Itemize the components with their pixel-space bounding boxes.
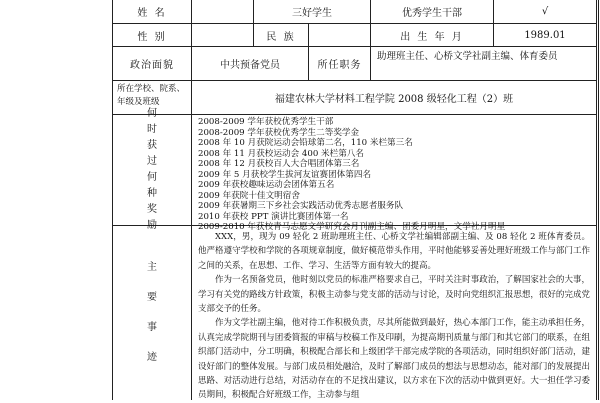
honor-item: 2008 年 10 月获院运动会铅球第二名，110 米栏第三名 — [198, 138, 413, 148]
gender-label: 性 别 — [113, 24, 192, 47]
honor-item: 2009 年 5 月获校学生拔河友谊赛团体第四名 — [198, 169, 372, 180]
deeds-label-char: 主 — [147, 262, 157, 273]
honors-label-char: 何 — [147, 108, 157, 119]
honors-label-char: 时 — [147, 124, 157, 135]
name-value — [192, 0, 254, 24]
deeds-label-char: 事 — [147, 322, 157, 333]
honors-label — [113, 108, 192, 231]
honor-item: 2008-2009 学年获校优秀学生干部 — [198, 117, 334, 127]
ethnicity-value — [309, 24, 371, 47]
ethnicity-label: 民 族 — [254, 24, 309, 47]
honor-item: 2008 年 11 月获校运动会 400 米栏第八名 — [198, 148, 364, 159]
honors-label-char: 过 — [147, 156, 157, 167]
name-label: 姓 名 — [113, 0, 192, 24]
honor-item: 2010 年获校 PPT 演讲比赛团体第一名 — [198, 211, 349, 222]
deeds-text — [192, 226, 597, 400]
honor-item: 2009-2010 年获校青马志愿文学研究会月刊副主编、团委月明星，文学社月明星 — [198, 222, 506, 232]
honors-label-char: 奖 — [147, 204, 157, 215]
honors-label-char: 获 — [147, 140, 157, 151]
honor-item: 2008 年 12 月获校百人大合唱团体第三名 — [198, 159, 360, 169]
honor-item: 2009 年获院十佳文明宿舍 — [198, 190, 300, 201]
honors-label-char: 种 — [147, 188, 157, 199]
form-table — [112, 0, 599, 400]
school-value: 福建农林大学材料工程学院 2008 级轻化工程（2）班 — [192, 81, 597, 115]
deeds-label-char: 迹 — [147, 352, 157, 363]
honors-list — [192, 115, 597, 232]
birth-label: 出 生 年 月 — [371, 24, 494, 47]
gender-value — [192, 24, 254, 47]
honor-item: 2009 年获暑期三下乡社会实践活动优秀志愿者服务队 — [198, 201, 404, 211]
honor-item: 2009 年获校趣味运动会团体第五名 — [198, 180, 335, 190]
excellent-cadre-check: √ — [494, 0, 597, 24]
politics-label: 政治面貌 — [113, 47, 192, 81]
school-label: 所在学校、院系、年级及班级 — [113, 81, 192, 115]
deeds-paragraph: 作为一名预备党员，他时刻以党员的标准严格要求自己，平时关注时事政治，了解国家社会的大事，学习有关党的路线方针政策，积极主动参与党支部的活动与讨论，及时向党组织汇报思想，很好的完成党支部交予的任务。 — [198, 275, 590, 315]
deeds-label-char: 要 — [147, 292, 157, 303]
deeds-paragraph: XXX，男，现为 09 轻化 2 班助理班主任、心桥文学社编辑部副主编、及 08 轻化 2 班体育委员。他严格遵守学校和学院的各项规章制度，做好模范带头作用，平时他能够妥善处理好班级工作与部门工作之间的关系，在思想、工作、学习、生活等方面有较大的提高。 — [198, 232, 590, 271]
politics-value: 中共预备党员 — [192, 47, 309, 81]
excellent-cadre-label: 优秀学生干部 — [371, 0, 494, 24]
duty-label: 所任职务 — [309, 47, 371, 81]
birth-value: 1989.01 — [494, 24, 597, 47]
deeds-label — [113, 226, 192, 400]
honor-item: 2008-2009 学年获校优秀学生二等奖学金 — [198, 127, 360, 138]
honors-label-char: 何 — [147, 172, 157, 183]
deeds-paragraph: 作为文学社副主编，他对待工作积极负责，尽其所能做到最好，热心本部门工作，能主动承担任务，认真完成学院期刊与团委简报的审稿与校稿工作及印刷，为提高期刊质量与部门和其它部门的联系，在组织部门活动中，分工明确，积极配合部长和上级团学干部完成学院的各项活动，同时组织好部门活动，建设好部门的整体发展。与部门成员相处融洽，及时了解部门成员的想法与思想动态，能对部门的发展提出思路、对活动进行总结，对活动存在的不足找出建议，以方求在下次的活动中做到更好。大一担任学习委员期间，积极配合好班级工作，主动参与组 — [198, 318, 590, 401]
duty-value: 助理班主任、心桥文学社副主编、体育委员 — [371, 47, 597, 81]
honors-label-char: 励 — [147, 220, 157, 231]
three-good-student-label: 三好学生 — [254, 0, 371, 24]
